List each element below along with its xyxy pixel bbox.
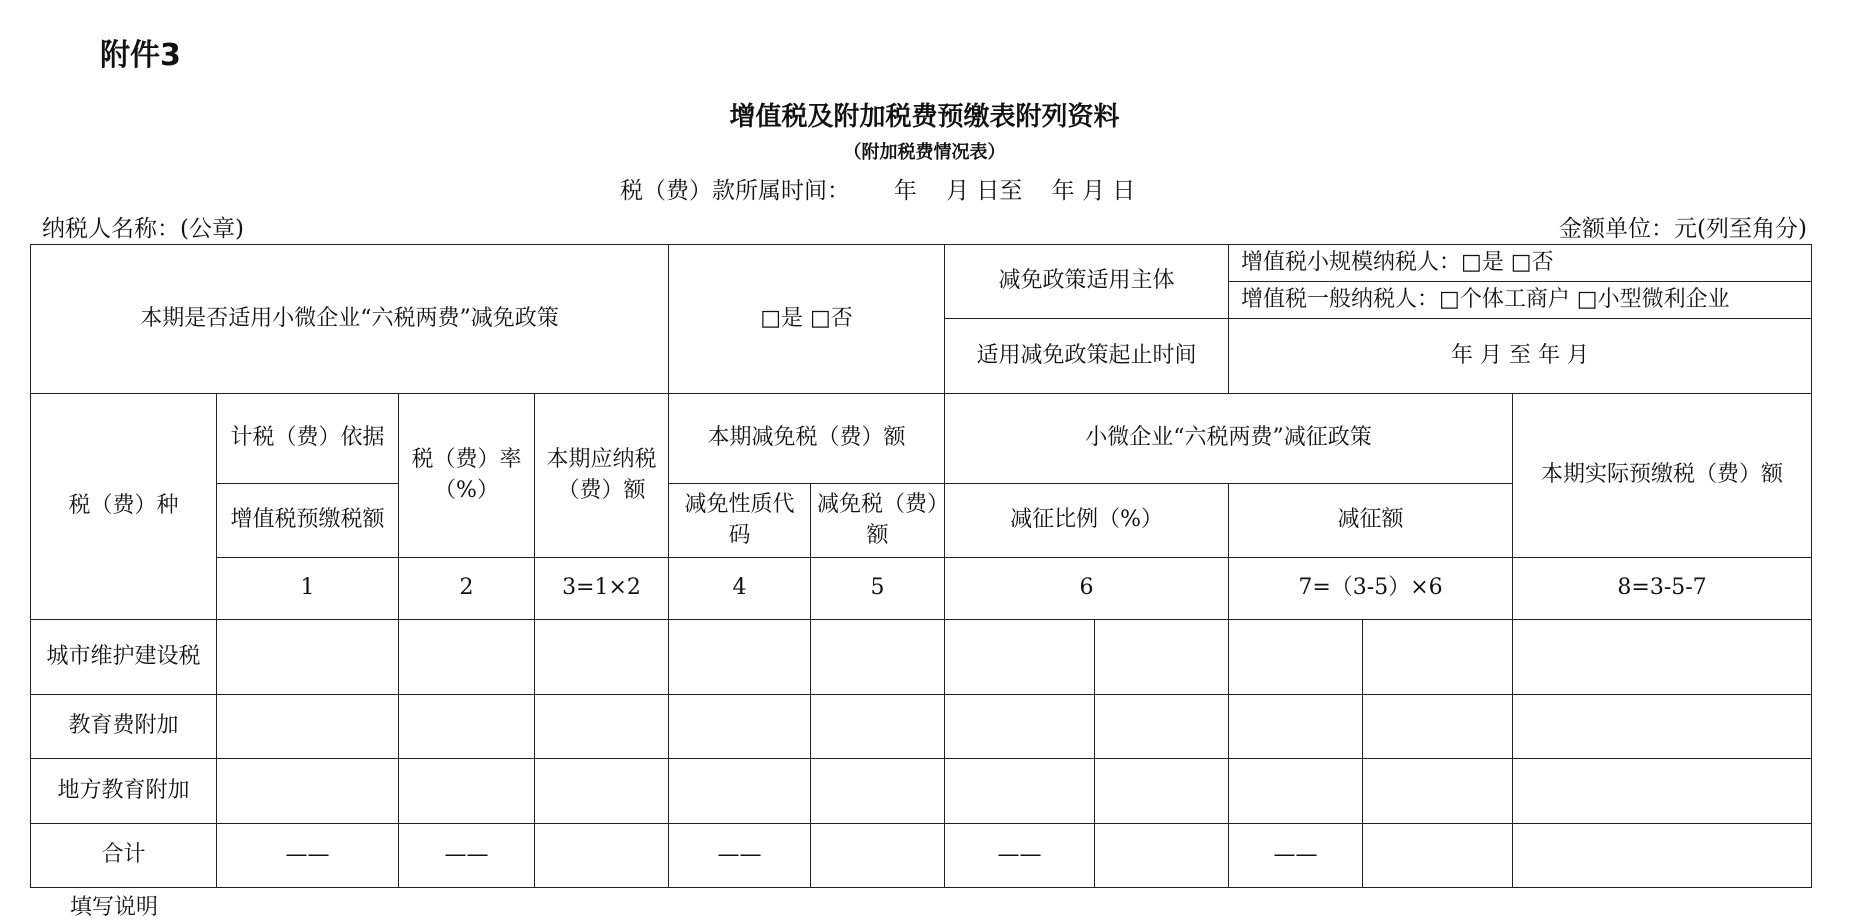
input-cell[interactable]	[217, 695, 399, 759]
form-title: 增值税及附加税费预缴表附列资料	[729, 102, 1120, 132]
input-cell[interactable]	[1513, 824, 1812, 888]
tax-type-header: 税（费）种	[31, 394, 217, 620]
micro-ratio-header: 减征比例（%）	[945, 484, 1229, 558]
input-cell[interactable]	[535, 824, 669, 888]
input-cell[interactable]	[945, 620, 1095, 695]
input-cell[interactable]	[535, 620, 669, 695]
input-cell[interactable]	[217, 620, 399, 695]
dash-cell: ——	[945, 824, 1095, 888]
policy-question: 本期是否适用小微企业“六税两费”减免政策	[31, 245, 669, 394]
input-cell[interactable]	[669, 759, 811, 824]
input-cell[interactable]	[399, 620, 535, 695]
input-cell[interactable]	[1363, 824, 1513, 888]
input-cell[interactable]	[1229, 695, 1363, 759]
policy-period-value[interactable]: 年 月 至 年 月	[1229, 319, 1812, 394]
input-cell[interactable]	[1229, 620, 1363, 695]
input-cell[interactable]	[811, 620, 945, 695]
dash-cell: ——	[669, 824, 811, 888]
policy-subject-label: 减免政策适用主体	[945, 245, 1229, 319]
input-cell[interactable]	[399, 759, 535, 824]
amount-unit: 金额单位：元(列至角分)	[1559, 216, 1807, 242]
input-cell[interactable]	[1363, 759, 1513, 824]
dash-cell: ——	[399, 824, 535, 888]
column-number: 6	[945, 558, 1229, 620]
input-cell[interactable]	[1095, 759, 1229, 824]
input-cell[interactable]	[811, 695, 945, 759]
input-cell[interactable]	[1095, 695, 1229, 759]
rate-header: 税（费）率（%）	[399, 394, 535, 558]
column-number: 3=1×2	[535, 558, 669, 620]
attachment-label: 附件3	[100, 38, 181, 73]
instructions-label: 填写说明	[70, 895, 159, 920]
input-cell[interactable]	[217, 759, 399, 824]
input-cell[interactable]	[1095, 824, 1229, 888]
input-cell[interactable]	[399, 695, 535, 759]
row-label-total: 合计	[31, 824, 217, 888]
policy-answer-checkbox[interactable]: □是 □否	[669, 245, 945, 394]
input-cell[interactable]	[1513, 695, 1812, 759]
reduction-amount-header: 减免税（费）额	[811, 484, 945, 558]
column-number: 2	[399, 558, 535, 620]
input-cell[interactable]	[1363, 620, 1513, 695]
micro-policy-header: 小微企业“六税两费”减征政策	[945, 394, 1513, 484]
taxpayer-name: 纳税人名称：(公章)	[42, 216, 244, 242]
column-number: 5	[811, 558, 945, 620]
surcharge-table	[30, 244, 1812, 888]
basis-header: 计税（费）依据	[217, 394, 399, 484]
reduction-header: 本期减免税（费）额	[669, 394, 945, 484]
input-cell[interactable]	[669, 620, 811, 695]
input-cell[interactable]	[1229, 759, 1363, 824]
input-cell[interactable]	[535, 759, 669, 824]
row-label-local-education: 地方教育附加	[31, 759, 217, 824]
form-subtitle: （附加税费情况表）	[843, 142, 1006, 163]
small-scale-taxpayer-checkbox[interactable]: 增值税小规模纳税人：□是 □否	[1229, 245, 1812, 282]
column-number: 4	[669, 558, 811, 620]
vat-prepaid-header: 增值税预缴税额	[217, 484, 399, 558]
actual-prepaid-header: 本期实际预缴税（费）额	[1513, 394, 1812, 558]
tax-period: 税（费）款所属时间： 年 月 日至 年 月 日	[620, 178, 1136, 204]
column-number: 8=3-5-7	[1513, 558, 1812, 620]
general-taxpayer-checkbox[interactable]: 增值税一般纳税人：□个体工商户 □小型微利企业	[1229, 282, 1812, 319]
input-cell[interactable]	[1513, 620, 1812, 695]
policy-period-label: 适用减免政策起止时间	[945, 319, 1229, 394]
input-cell[interactable]	[1363, 695, 1513, 759]
row-label-education-surcharge: 教育费附加	[31, 695, 217, 759]
column-number: 7=（3-5）×6	[1229, 558, 1513, 620]
input-cell[interactable]	[811, 759, 945, 824]
input-cell[interactable]	[1513, 759, 1812, 824]
input-cell[interactable]	[945, 759, 1095, 824]
input-cell[interactable]	[945, 695, 1095, 759]
row-label-urban-tax: 城市维护建设税	[31, 620, 217, 695]
payable-header: 本期应纳税（费）额	[535, 394, 669, 558]
input-cell[interactable]	[535, 695, 669, 759]
dash-cell: ——	[217, 824, 399, 888]
reduction-code-header: 减免性质代码	[669, 484, 811, 558]
dash-cell: ——	[1229, 824, 1363, 888]
micro-amount-header: 减征额	[1229, 484, 1513, 558]
input-cell[interactable]	[669, 695, 811, 759]
input-cell[interactable]	[811, 824, 945, 888]
column-number: 1	[217, 558, 399, 620]
input-cell[interactable]	[1095, 620, 1229, 695]
